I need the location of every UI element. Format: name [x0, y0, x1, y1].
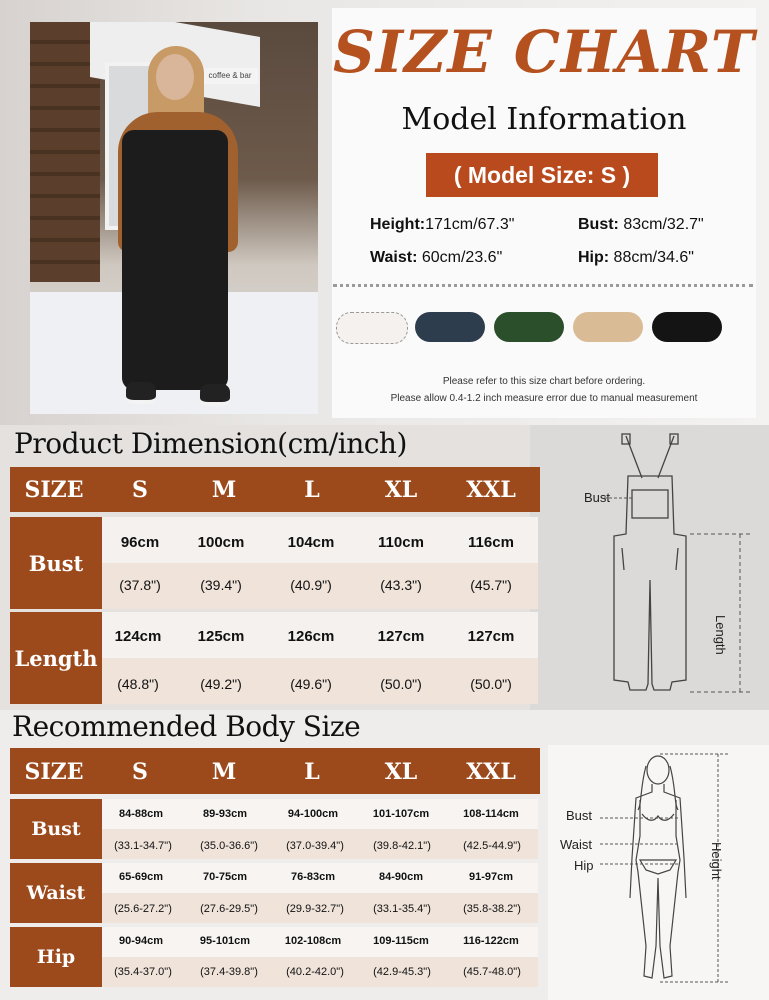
row-label-hip: Hip — [10, 927, 102, 987]
table-cell: (42.9-45.3") — [373, 966, 431, 978]
table-cell: (40.2-42.0") — [286, 966, 344, 978]
diagram-label-bust: Bust — [566, 808, 593, 823]
table-cell: 76-83cm — [290, 871, 336, 883]
note-refer: Please refer to this size chart before ordering. — [442, 376, 646, 387]
table-cell: 95-101cm — [199, 935, 251, 947]
measurement-height: Height:171cm/67.3" — [370, 216, 515, 233]
table-cell: (25.6-27.2") — [114, 903, 172, 915]
size-header-l: L — [304, 759, 320, 785]
table-cell: (42.5-44.9") — [463, 840, 521, 852]
table-cell: (50.0") — [470, 676, 512, 692]
overall-diagram — [560, 430, 769, 710]
table-cell: 65-69cm — [118, 871, 164, 883]
table-cell: (37.0-39.4") — [286, 840, 344, 852]
table-cell: 109-115cm — [373, 935, 429, 947]
table-cell: 125cm — [197, 628, 245, 645]
table-cell: (35.4-37.0") — [114, 966, 172, 978]
table-cell: 91-97cm — [468, 871, 514, 883]
size-header-label: SIZE — [24, 759, 84, 785]
table-cell: (39.8-42.1") — [373, 840, 431, 852]
color-swatch-khaki[interactable] — [573, 312, 643, 342]
row-label-bust: Bust — [10, 799, 102, 859]
table-cell: (45.7") — [470, 577, 512, 593]
table-cell: 126cm — [287, 628, 335, 645]
table-cell: 94-100cm — [287, 808, 339, 820]
table-cell: 110cm — [378, 534, 424, 551]
model-photo — [30, 22, 318, 414]
diagram-label-waist: Waist — [560, 837, 593, 852]
row-label-waist: Waist — [10, 863, 102, 923]
note-error: Please allow 0.4-1.2 inch measure error due to manual measurement — [390, 393, 698, 404]
diagram-label-length: Length — [713, 615, 728, 655]
table-cell: (35.8-38.2") — [463, 903, 521, 915]
color-swatch-green[interactable] — [494, 312, 564, 342]
table-cell: 89-93cm — [202, 808, 248, 820]
size-header-xxl: XXL — [466, 759, 516, 785]
product-dimension-heading: Product Dimension(cm/inch) — [14, 427, 407, 460]
color-swatch-navy[interactable] — [415, 312, 485, 342]
table-cell: (33.1-35.4") — [373, 903, 431, 915]
dotted-divider — [333, 284, 753, 287]
size-header-s: S — [132, 477, 148, 503]
size-header-m: M — [211, 477, 237, 503]
table-cell: 84-90cm — [378, 871, 424, 883]
table-cell: (49.6") — [290, 676, 332, 692]
color-swatch-white[interactable] — [336, 312, 408, 344]
table-cell: (37.4-39.8") — [200, 966, 258, 978]
row-label-bust: Bust — [10, 517, 102, 609]
body-size-header-row — [10, 748, 540, 794]
measurement-waist: Waist: 60cm/23.6" — [370, 249, 503, 266]
table-cell: 104cm — [287, 534, 335, 551]
table-cell: (48.8") — [117, 676, 159, 692]
table-cell: (27.6-29.5") — [200, 903, 258, 915]
model-size-badge: ( Model Size: S ) — [426, 153, 658, 197]
table-cell: 102-108cm — [284, 935, 342, 947]
body-diagram — [600, 748, 760, 996]
table-cell: 116-122cm — [463, 935, 519, 947]
size-header-label: SIZE — [24, 477, 84, 503]
size-header-xl: XL — [384, 477, 418, 503]
size-header-m: M — [211, 759, 237, 785]
table-cell: 116cm — [468, 534, 514, 551]
diagram-label-height: Height — [709, 842, 724, 880]
diagram-label-hip: Hip — [574, 858, 594, 873]
table-cell: 70-75cm — [202, 871, 248, 883]
table-cell: 127cm — [377, 628, 425, 645]
table-cell: 96cm — [120, 534, 160, 551]
body-size-heading: Recommended Body Size — [12, 710, 361, 743]
size-header-s: S — [132, 759, 148, 785]
table-cell: (45.7-48.0") — [463, 966, 521, 978]
table-cell: 100cm — [197, 534, 245, 551]
table-cell: 127cm — [467, 628, 515, 645]
diagram-label-bust: Bust — [584, 490, 611, 505]
table-cell: 108-114cm — [463, 808, 519, 820]
table-cell: 124cm — [114, 628, 162, 645]
table-cell: (29.9-32.7") — [286, 903, 344, 915]
table-cell: 84-88cm — [118, 808, 164, 820]
table-cell: (37.8") — [119, 577, 161, 593]
table-cell: 90-94cm — [118, 935, 164, 947]
photo-sign: coffee & bar — [202, 68, 258, 84]
table-cell: (50.0") — [380, 676, 422, 692]
size-header-l: L — [304, 477, 320, 503]
size-header-xl: XL — [384, 759, 418, 785]
size-chart-title: SIZE CHART — [332, 18, 756, 86]
product-size-header-row — [10, 467, 540, 512]
measurement-bust: Bust: 83cm/32.7" — [578, 216, 704, 233]
table-cell: (40.9") — [290, 577, 332, 593]
table-cell: (39.4") — [200, 577, 242, 593]
measurement-hip: Hip: 88cm/34.6" — [578, 249, 694, 266]
color-swatch-black[interactable] — [652, 312, 722, 342]
table-cell: (49.2") — [200, 676, 242, 692]
size-header-xxl: XXL — [466, 477, 516, 503]
model-information-heading: Model Information — [401, 102, 687, 137]
table-cell: (35.0-36.6") — [200, 840, 258, 852]
row-label-length: Length — [10, 612, 102, 704]
table-cell: 101-107cm — [372, 808, 430, 820]
table-cell: (33.1-34.7") — [114, 840, 172, 852]
table-cell: (43.3") — [380, 577, 422, 593]
